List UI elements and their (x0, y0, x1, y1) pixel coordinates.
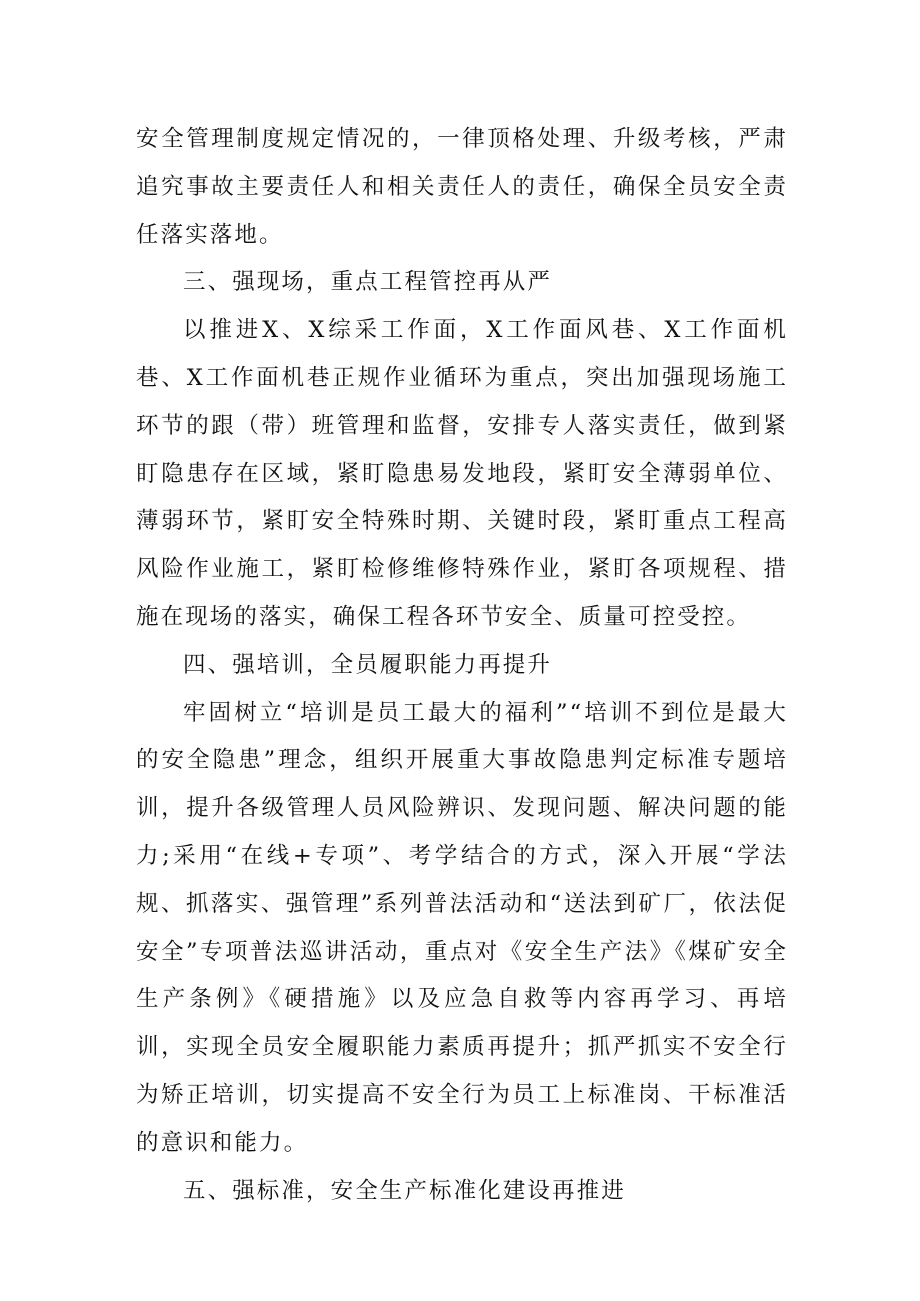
paragraph-section-3: 以推进X、X综采工作面，X工作面风巷、X工作面机巷、X工作面机巷正规作业循环为重点，突出加强现场施工环节的跟（带）班管理和监督，安排专人落实责任，做到紧盯隐患存在区域，紧盯隐患易发地段，紧盯安全薄弱单位、薄弱环节，紧盯安全特殊时期、关键时段，紧盯重点工程高风险作业施工，紧盯检修维修特殊作业，紧盯各项规程、措施在现场的落实，确保工程各环节安全、质量可控受控。 (136, 317, 788, 630)
section-heading-5: 五、强标准，安全生产标准化建设再推进 (183, 1177, 626, 1204)
paragraph-continuation: 安全管理制度规定情况的，一律顶格处理、升级考核，严肃追究事故主要责任人和相关责任人的责任，确保全员安全责任落实落地。 (136, 126, 788, 248)
paragraph-section-4: 牢固树立“培训是员工最大的福利”“培训不到位是最大的安全隐患”理念，组织开展重大事故隐患判定标准专题培训，提升各级管理人员风险辨识、发现问题、解决问题的能力;采用“在线+专项”、考学结合的方式，深入开展“学法规、抓落实、强管理”系列普法活动和“送法到矿厂，依法促安全”专项普法巡讲活动，重点对《安全生产法》《煤矿安全生产条例》《硬措施》以及应急自救等内容再学习、再培训，实现全员安全履职能力素质再提升；抓严抓实不安全行为矫正培训，切实提高不安全行为员工上标准岗、干标准活的意识和能力。 (136, 699, 788, 1156)
section-heading-4: 四、强培训，全员履职能力再提升 (183, 651, 553, 678)
section-heading-3: 三、强现场，重点工程管控再从严 (183, 269, 553, 296)
document-body (136, 116, 788, 1215)
